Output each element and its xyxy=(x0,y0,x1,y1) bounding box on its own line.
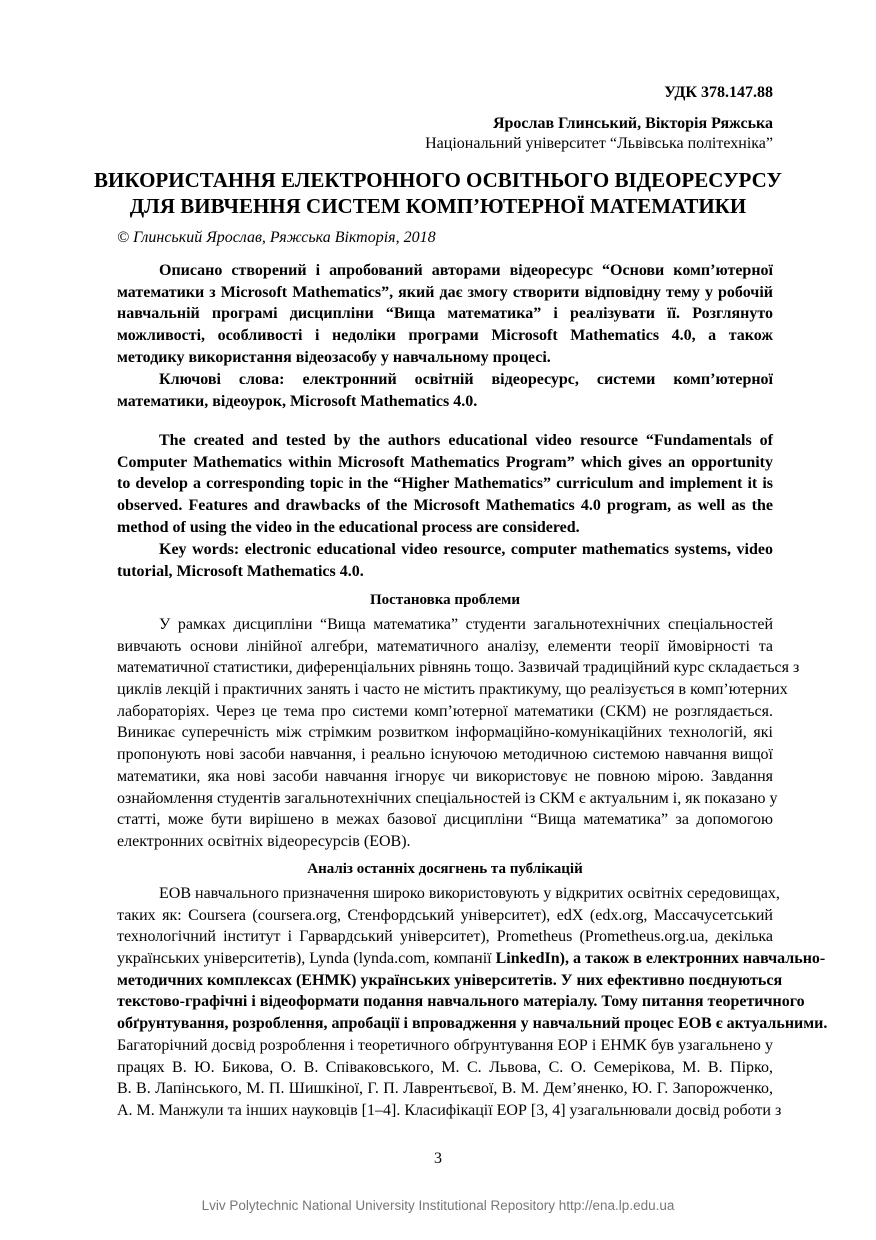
text-line xyxy=(117,369,773,391)
text-segment: вивчають основи лінійної алгебри, математичного аналізу, елементи теорії ймовірності та xyxy=(117,637,773,655)
text-segment: В. В. Лапінського, М. П. Шишкіної, Г. П. Лаврентьєвої, В. М. Дем’яненко, Ю. Г. Запорожченко, xyxy=(117,1080,773,1098)
authors: Ярослав Глинський, Вікторія Ряжська xyxy=(492,115,773,132)
copyright: © Глинський Ярослав, Ряжська Вікторія, 2018 xyxy=(117,229,436,246)
text-line xyxy=(117,1078,773,1100)
text-segment: математичної статистики, диференціальних рівнянь тощо. Зазвичай традиційний курс складається з xyxy=(117,659,800,677)
text-line xyxy=(117,539,773,561)
text-line xyxy=(117,1057,773,1079)
section-problem-body xyxy=(117,614,800,853)
text-line xyxy=(117,744,773,766)
text-segment: технологічний інститут і Гарвардський університет), Prometheus (Prometheus.org.ua, декілька xyxy=(117,928,773,946)
text-line xyxy=(117,347,773,369)
text-segment: математики з Microsoft Mathematics”, який дає змогу створити відповідну тему у робочій xyxy=(117,283,773,301)
text-segment: математики, яка нові засоби навчання ігнорує чи використовує не повною мірою. Завдання xyxy=(117,767,773,785)
text-segment: Багаторічний досвід розроблення і теоретичного обґрунтування ЕОР і ЕНМК був узагальнено у xyxy=(117,1036,773,1054)
text-line xyxy=(117,926,773,948)
text-line xyxy=(117,636,773,658)
text-line xyxy=(117,1100,782,1122)
text-segment: обґрунтування, розроблення, апробації і впровадження у навчальний процес ЕОВ є актуальними. xyxy=(117,1015,828,1033)
text-segment: У рамках дисципліни “Вища математика” студенти загальнотехнічних спеціальностей xyxy=(159,616,773,633)
text-segment: LinkedIn), а також в електронних навчально- xyxy=(495,950,826,968)
text-line xyxy=(117,679,788,701)
text-line xyxy=(117,452,773,474)
text-line xyxy=(117,614,773,636)
repository-footer: Lviv Polytechnic National University Institutional Repository http://ena.lp.edu.ua xyxy=(201,1198,675,1213)
text-segment: методику використання відеозасобу у навчальному процесі. xyxy=(117,348,551,366)
text-segment: Ключові слова: електронний освітній відеоресурс, системи комп’ютерної xyxy=(159,371,773,388)
text-segment: лабораторіях. Через це тема про системи комп’ютерної математики (СКМ) не розглядається. xyxy=(117,702,773,720)
text-line xyxy=(117,303,773,325)
text-segment: ознайомлення студентів загальнотехнічних спеціальностей із СКМ є актуальним і, як показано у xyxy=(117,789,778,807)
text-line xyxy=(117,883,780,905)
text-segment: методичних комплексах (ЕНМК) українських університетів. У них ефективно поєднуються xyxy=(117,971,783,989)
text-line xyxy=(117,788,778,810)
text-segment: observed. Features and drawbacks of the Microsoft Mathematics 4.0 program, as well as the xyxy=(117,497,773,515)
abstract-uk xyxy=(117,260,773,368)
text-segment: працях В. Ю. Бикова, О. В. Співаковського, М. С. Львова, С. О. Семерікова, М. В. Пірко, xyxy=(117,1058,773,1076)
abstract-en xyxy=(117,430,773,538)
text-line xyxy=(117,1035,773,1057)
text-line xyxy=(117,831,773,853)
text-segment: українських університетів), Lynda (lynda.com, компанії xyxy=(117,950,496,968)
text-line xyxy=(117,495,773,517)
text-segment: The created and tested by the authors educational video resource “Fundamentals of xyxy=(159,432,773,449)
text-line xyxy=(117,809,773,831)
text-segment: Computer Mathematics within Microsoft Mathematics Program” which gives an opportunity xyxy=(117,453,773,471)
text-segment: to develop a corresponding topic in the “Higher Mathematics” curriculum and implement it is xyxy=(117,475,773,493)
text-segment: Описано створений і апробований авторами відеоресурс “Основи комп’ютерної xyxy=(159,262,773,279)
text-segment: пропонують нові засоби навчання, і реально існуючою методичною системою навчання вищої xyxy=(117,746,773,764)
section-analysis-body xyxy=(117,883,828,1122)
text-line xyxy=(117,282,773,304)
text-segment: А. М. Манжули та інших науковців [1–4]. Класифікації ЕОР [3, 4] узагальнювали досвід роботи з xyxy=(117,1101,782,1119)
text-segment: математики, відеоурок, Microsoft Mathematics 4.0. xyxy=(117,392,478,410)
text-line xyxy=(117,766,773,788)
text-segment: ЕОВ навчального призначення широко використовують у відкритих освітніх середовищах, xyxy=(159,885,780,902)
text-segment: статті, може бути вирішено в межах базової дисципліни “Вища математика” за допомогою xyxy=(117,811,773,829)
text-line xyxy=(117,722,773,744)
text-segment: method of using the video in the educational process are considered. xyxy=(117,518,580,536)
text-line xyxy=(117,991,805,1013)
keywords-en xyxy=(117,539,773,582)
text-line xyxy=(117,430,773,452)
text-segment: tutorial, Microsoft Mathematics 4.0. xyxy=(117,562,364,580)
text-line xyxy=(117,473,773,495)
text-line xyxy=(117,701,773,723)
udk-code: УДК 378.147.88 xyxy=(664,84,773,101)
text-line xyxy=(117,657,800,679)
text-segment: таких як: Coursera (coursera.org, Стенфордський університет), edX (edx.org, Массачусетський xyxy=(117,906,773,924)
text-line xyxy=(117,970,783,992)
text-segment: циклів лекцій і практичних занять і часто не містить практикуму, що реалізується в комп’ютерних xyxy=(117,681,788,699)
text-line xyxy=(117,561,773,583)
text-segment: текстово-графічні і відеоформати подання навчального матеріалу. Тому питання теоретичного xyxy=(117,993,805,1011)
text-segment: електронних освітніх відеоресурсів (ЕОВ). xyxy=(117,832,411,850)
section-heading-problem: Постановка проблеми xyxy=(370,592,520,608)
text-segment: Виникає суперечність між стрімким розвитком інформаційно-комунікаційних технологій, які xyxy=(117,724,773,742)
affiliation: Національний університет “Львівська політехніка” xyxy=(425,135,773,152)
text-line xyxy=(117,517,773,539)
text-line xyxy=(117,1013,828,1035)
text-line xyxy=(117,391,773,413)
text-line xyxy=(117,260,773,282)
text-line xyxy=(117,948,826,970)
title-line-1: ВИКОРИСТАННЯ ЕЛЕКТРОННОГО ОСВІТНЬОГО ВІДЕОРЕСУРСУ xyxy=(94,168,782,192)
keywords-uk xyxy=(117,369,773,412)
article-title xyxy=(0,167,876,219)
text-line xyxy=(117,905,773,927)
title-line-2: ДЛЯ ВИВЧЕННЯ СИСТЕМ КОМП’ЮТЕРНОЇ МАТЕМАТИКИ xyxy=(129,194,747,218)
text-line xyxy=(117,325,773,347)
text-segment: Key words: electronic educational video resource, computer mathematics systems, video xyxy=(159,541,773,558)
section-heading-analysis: Аналіз останніх досягнень та публікацій xyxy=(307,861,583,877)
text-segment: навчальній програмі дисципліни “Вища математика” і реалізувати її. Розглянуто xyxy=(117,305,773,323)
page-number: 3 xyxy=(434,1150,442,1167)
text-segment: можливості, особливості і недоліки програми Microsoft Mathematics 4.0, а також xyxy=(117,327,773,345)
